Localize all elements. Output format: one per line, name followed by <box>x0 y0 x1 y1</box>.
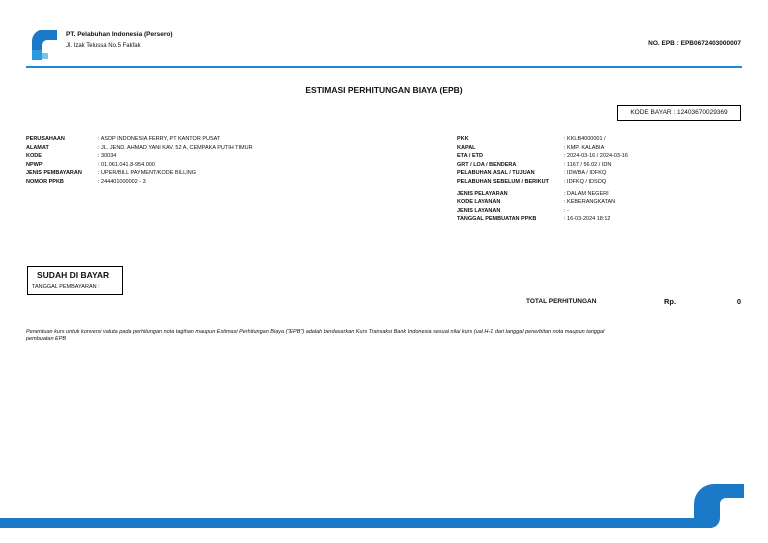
field-label: JENIS PEMBAYARAN <box>26 170 82 177</box>
company-address: Jl. Izak Telussa No.5 Fakfak <box>66 43 141 49</box>
vessel-info-table <box>457 135 628 224</box>
info-row <box>26 178 253 187</box>
payment-status-title: SUDAH DI BAYAR <box>37 270 110 280</box>
info-row <box>457 169 628 178</box>
header-divider <box>26 66 742 68</box>
field-value: : DALAM NEGERI <box>564 190 609 197</box>
field-value: : JL. JEND. AHMAD YANI KAV. 52 A, CEMPAKA PUTIH TIMUR <box>98 144 253 151</box>
total-label: TOTAL PERHITUNGAN <box>526 298 597 305</box>
payment-code-box: KODE BAYAR : 12403670029369 <box>617 105 741 121</box>
footer-bar <box>0 518 698 528</box>
field-value: : - <box>564 207 569 214</box>
info-row <box>457 207 628 216</box>
field-label: NOMOR PPKB <box>26 178 64 185</box>
info-row <box>457 144 628 153</box>
total-currency: Rp. <box>664 297 677 306</box>
field-label: PERUSAHAAN <box>26 136 65 142</box>
field-value: : ASDP INDONESIA FERRY, PT KANTOR PUSAT <box>98 136 221 142</box>
info-row <box>457 198 628 207</box>
field-label: KODE <box>26 153 42 160</box>
payment-date-label: TANGGAL PEMBAYARAN : <box>32 284 100 290</box>
field-label: NPWP <box>26 161 43 168</box>
total-value: 0 <box>736 297 741 306</box>
info-row <box>457 187 628 199</box>
field-value: : KEBERANGKATAN <box>564 199 616 206</box>
field-value: : IDWBA / IDFKQ <box>564 170 607 177</box>
field-label: JENIS PELAYARAN <box>457 190 508 197</box>
field-value: : 16-03-2024 18:12 <box>564 216 611 223</box>
pelindo-logo-icon <box>26 28 60 62</box>
field-value: : 30034 <box>98 153 117 160</box>
pelindo-logo-icon <box>692 482 744 528</box>
field-value: : 2024-03-16 / 2024-03-16 <box>564 153 628 160</box>
field-value: : UPER/BILL PAYMENT/KODE BILLING <box>98 170 197 177</box>
field-label: JENIS LAYANAN <box>457 207 501 214</box>
field-label: ETA / ETD <box>457 153 483 160</box>
field-value: : 244401000002 - 3 <box>98 178 146 185</box>
info-row <box>26 144 253 153</box>
info-row <box>457 135 628 144</box>
company-name: PT. Pelabuhan Indonesia (Persero) <box>66 31 173 38</box>
exchange-rate-footnote: Penentuan kurs untuk konversi valuta pada perhitungan nota tagihan maupun Estimasi Perhitungan Biaya ("EPB") adalah berdasarkan Kurs Transaksi Bank Indonesia sesuai nilai kurs (ual H-1 dari tanggal penerbitan nota maupun tanggal pembuatan EPB <box>26 329 605 343</box>
field-value: : KKLB4000001 / <box>564 136 606 142</box>
field-value: : KMP. KALABIA <box>564 144 605 151</box>
info-row <box>457 152 628 161</box>
field-value: : IDFKQ / IDSOQ <box>564 178 607 185</box>
field-value: : 01.061.041.8-954.000 <box>98 161 155 168</box>
field-value: : 1167 / 56.02 / IDN <box>564 161 612 168</box>
field-label: KAPAL <box>457 144 476 151</box>
field-label: GRT / LOA / BENDERA <box>457 161 517 168</box>
info-row <box>26 169 253 178</box>
field-label: PELABUHAN ASAL / TUJUAN <box>457 170 535 177</box>
field-label: PELABUHAN SEBELUM / BERIKUT <box>457 178 549 185</box>
info-row <box>26 152 253 161</box>
info-row <box>26 135 253 144</box>
info-row <box>457 215 628 224</box>
field-label: ALAMAT <box>26 144 49 151</box>
info-row <box>26 161 253 170</box>
info-row <box>457 161 628 170</box>
document-title: ESTIMASI PERHITUNGAN BIAYA (EPB) <box>305 85 463 95</box>
company-info-table <box>26 135 253 187</box>
field-label: TANGGAL PEMBUATAN PPKB <box>457 216 537 223</box>
field-label: KODE LAYANAN <box>457 199 501 206</box>
info-row <box>457 178 628 187</box>
field-label: PKK <box>457 136 469 142</box>
epb-number: NO. EPB : EPB0672403000007 <box>648 40 741 47</box>
